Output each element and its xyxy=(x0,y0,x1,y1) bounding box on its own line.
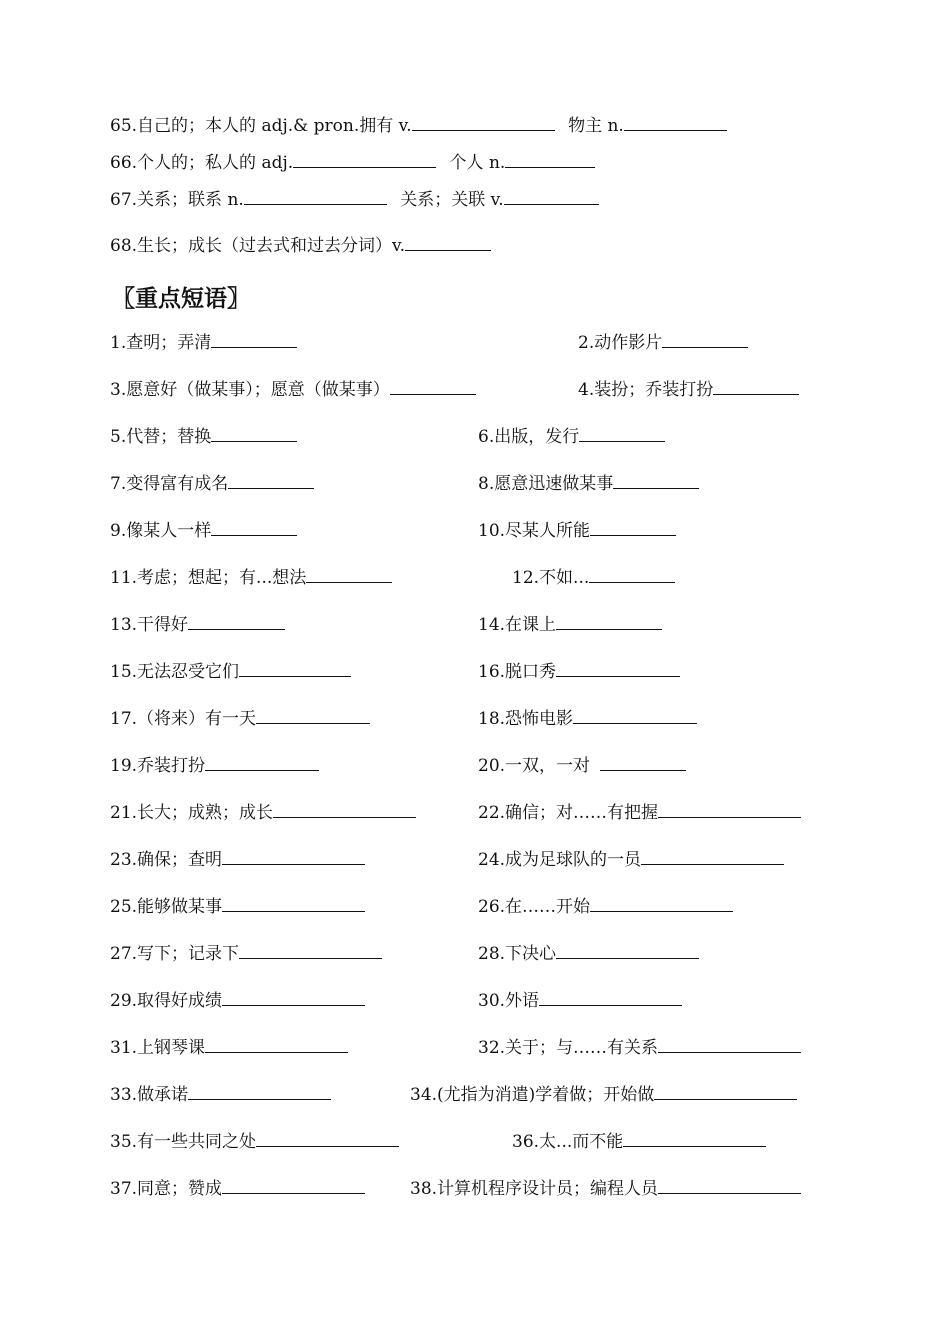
answer-blank[interactable] xyxy=(293,150,436,168)
phrase-item-8 xyxy=(478,471,699,495)
phrase-item-23 xyxy=(110,847,365,871)
phrase-item-16 xyxy=(478,659,680,683)
section-heading: 〖重点短语〗 xyxy=(112,286,250,312)
phrase-text: 1.查明；弄清 xyxy=(110,333,212,353)
answer-blank[interactable] xyxy=(539,988,682,1006)
answer-blank[interactable] xyxy=(662,330,748,348)
answer-blank[interactable] xyxy=(211,518,297,536)
phrase-text: 23.确保；查明 xyxy=(110,850,223,870)
phrase-item-38 xyxy=(410,1176,801,1200)
phrase-item-34 xyxy=(410,1082,797,1106)
phrase-item-9 xyxy=(110,518,297,542)
answer-blank[interactable] xyxy=(641,847,784,865)
answer-blank[interactable] xyxy=(273,800,416,818)
answer-blank[interactable] xyxy=(589,565,675,583)
phrase-item-35 xyxy=(110,1129,399,1153)
phrase-item-36 xyxy=(512,1129,766,1153)
answer-blank[interactable] xyxy=(713,377,799,395)
phrase-item-11 xyxy=(110,565,392,589)
phrase-text: 25.能够做某事 xyxy=(110,897,223,917)
phrase-item-1 xyxy=(110,330,297,354)
answer-blank[interactable] xyxy=(623,1129,766,1147)
phrase-item-4 xyxy=(578,377,799,401)
answer-blank[interactable] xyxy=(188,612,285,630)
answer-blank[interactable] xyxy=(556,941,699,959)
answer-blank[interactable] xyxy=(658,800,801,818)
answer-blank[interactable] xyxy=(556,659,680,677)
phrase-item-29 xyxy=(110,988,365,1012)
vocab-67-prompt: 67.关系；联系 n. xyxy=(110,190,244,210)
phrase-text: 32.关于；与……有关系 xyxy=(478,1038,659,1058)
phrase-item-14 xyxy=(478,612,662,636)
phrase-text: 36.太...而不能 xyxy=(512,1132,624,1152)
phrase-item-7 xyxy=(110,471,314,495)
answer-blank[interactable] xyxy=(590,518,676,536)
answer-blank[interactable] xyxy=(239,941,382,959)
phrase-text: 30.外语 xyxy=(478,991,540,1011)
phrase-item-18 xyxy=(478,706,697,730)
phrase-text: 34.(尤指为消遣)学着做；开始做 xyxy=(410,1085,655,1105)
answer-blank[interactable] xyxy=(256,1129,399,1147)
answer-blank[interactable] xyxy=(239,659,351,677)
phrase-text: 22.确信；对……有把握 xyxy=(478,803,659,823)
phrase-item-20 xyxy=(478,753,686,777)
phrase-text: 19.乔装打扮 xyxy=(110,756,206,776)
phrase-text: 16.脱口秀 xyxy=(478,662,557,682)
phrase-text: 26.在……开始 xyxy=(478,897,591,917)
vocab-line-66 xyxy=(110,150,595,174)
vocab-67-prompt-2: 关系；关联 v. xyxy=(400,190,504,210)
answer-blank[interactable] xyxy=(211,330,297,348)
answer-blank[interactable] xyxy=(244,187,387,205)
phrase-item-21 xyxy=(110,800,416,824)
phrase-text: 2.动作影片 xyxy=(578,333,663,353)
vocab-line-68 xyxy=(110,233,491,257)
phrase-item-30 xyxy=(478,988,682,1012)
phrase-item-10 xyxy=(478,518,676,542)
phrase-text: 12.不如... xyxy=(512,568,590,588)
answer-blank[interactable] xyxy=(256,706,370,724)
phrase-item-3 xyxy=(110,377,476,401)
phrase-text: 17.（将来）有一天 xyxy=(110,709,257,729)
answer-blank[interactable] xyxy=(658,1176,801,1194)
phrase-item-37 xyxy=(110,1176,365,1200)
phrase-text: 9.像某人一样 xyxy=(110,521,212,541)
phrase-text: 7.变得富有成名 xyxy=(110,474,229,494)
vocab-line-65 xyxy=(110,113,727,137)
phrase-item-31 xyxy=(110,1035,348,1059)
phrase-item-26 xyxy=(478,894,733,918)
phrase-item-15 xyxy=(110,659,351,683)
phrase-text: 24.成为足球队的一员 xyxy=(478,850,642,870)
phrase-text: 8.愿意迅速做某事 xyxy=(478,474,614,494)
phrase-item-5 xyxy=(110,424,297,448)
answer-blank[interactable] xyxy=(412,113,555,131)
phrase-item-17 xyxy=(110,706,370,730)
phrase-item-6 xyxy=(478,424,665,448)
phrase-item-13 xyxy=(110,612,285,636)
answer-blank[interactable] xyxy=(222,894,365,912)
answer-blank[interactable] xyxy=(306,565,392,583)
vocab-66-prompt: 66.个人的；私人的 adj. xyxy=(110,153,294,173)
answer-blank[interactable] xyxy=(211,424,297,442)
vocab-65-prompt: 65.自己的；本人的 adj.& pron.拥有 v. xyxy=(110,116,412,136)
phrase-item-32 xyxy=(478,1035,801,1059)
phrase-item-12 xyxy=(512,565,675,589)
answer-blank[interactable] xyxy=(590,894,733,912)
answer-blank[interactable] xyxy=(222,847,365,865)
answer-blank[interactable] xyxy=(613,471,699,489)
answer-blank[interactable] xyxy=(228,471,314,489)
answer-blank[interactable] xyxy=(658,1035,801,1053)
phrase-text: 18.恐怖电影 xyxy=(478,709,574,729)
phrase-text: 3.愿意好（做某事）；愿意（做某事） xyxy=(110,380,390,400)
phrase-text: 37.同意；赞成 xyxy=(110,1179,223,1199)
phrase-text: 15.无法忍受它们 xyxy=(110,662,240,682)
answer-blank[interactable] xyxy=(624,113,727,131)
phrase-item-19 xyxy=(110,753,319,777)
phrase-text: 13.干得好 xyxy=(110,615,189,635)
phrase-text: 21.长大；成熟；成长 xyxy=(110,803,274,823)
answer-blank[interactable] xyxy=(222,988,365,1006)
answer-blank[interactable] xyxy=(556,612,662,630)
phrase-text: 27.写下；记录下 xyxy=(110,944,240,964)
phrase-text: 31.上钢琴课 xyxy=(110,1038,206,1058)
answer-blank[interactable] xyxy=(654,1082,797,1100)
answer-blank[interactable] xyxy=(188,1082,331,1100)
answer-blank[interactable] xyxy=(222,1176,365,1194)
phrase-text: 11.考虑；想起；有...想法 xyxy=(110,568,307,588)
answer-blank[interactable] xyxy=(600,753,686,771)
phrase-item-2 xyxy=(578,330,748,354)
vocab-65-prompt-2: 物主 n. xyxy=(568,116,624,136)
phrase-text: 28.下决心 xyxy=(478,944,557,964)
phrase-item-22 xyxy=(478,800,801,824)
phrase-text: 29.取得好成绩 xyxy=(110,991,223,1011)
phrase-text: 33.做承诺 xyxy=(110,1085,189,1105)
phrase-text: 20.一双，一对 xyxy=(478,756,591,776)
phrase-text: 4.装扮；乔装打扮 xyxy=(578,380,714,400)
answer-blank[interactable] xyxy=(579,424,665,442)
phrase-item-25 xyxy=(110,894,365,918)
answer-blank[interactable] xyxy=(405,233,491,251)
phrase-text: 6.出版，发行 xyxy=(478,427,580,447)
answer-blank[interactable] xyxy=(205,1035,348,1053)
answer-blank[interactable] xyxy=(505,150,595,168)
vocab-68-prompt: 68.生长；成长（过去式和过去分词）v. xyxy=(110,236,406,256)
phrase-text: 14.在课上 xyxy=(478,615,557,635)
answer-blank[interactable] xyxy=(504,187,599,205)
answer-blank[interactable] xyxy=(390,377,476,395)
phrase-text: 10.尽某人所能 xyxy=(478,521,591,541)
phrase-item-33 xyxy=(110,1082,331,1106)
answer-blank[interactable] xyxy=(205,753,319,771)
phrase-text: 38.计算机程序设计员；编程人员 xyxy=(410,1179,659,1199)
phrase-item-27 xyxy=(110,941,382,965)
answer-blank[interactable] xyxy=(573,706,697,724)
vocab-line-67 xyxy=(110,187,599,211)
phrase-item-28 xyxy=(478,941,699,965)
phrase-text: 5.代替；替换 xyxy=(110,427,212,447)
vocab-66-prompt-2: 个人 n. xyxy=(449,153,506,173)
phrase-text: 35.有一些共同之处 xyxy=(110,1132,257,1152)
phrase-item-24 xyxy=(478,847,784,871)
